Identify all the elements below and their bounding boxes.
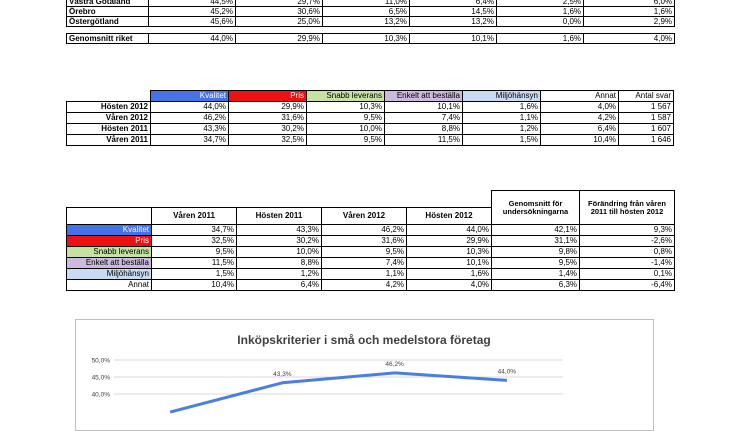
table-row xyxy=(67,225,675,236)
period-label: Våren 2012 xyxy=(67,113,151,124)
cell: 30,6% xyxy=(236,7,323,17)
table-row xyxy=(67,124,674,135)
cell: 29,9% xyxy=(236,34,323,44)
table-row xyxy=(67,269,675,280)
cell: 1,6% xyxy=(497,7,584,17)
cell: 6,3% xyxy=(492,280,580,291)
cell: 1,5% xyxy=(152,269,237,280)
cell: 13,2% xyxy=(410,17,497,27)
table-row xyxy=(67,135,674,146)
cell: 46,2% xyxy=(151,113,229,124)
cell: 30,2% xyxy=(237,236,322,247)
cell: 45,6% xyxy=(149,17,236,27)
cell: 0,1% xyxy=(580,269,675,280)
cell: 46,2% xyxy=(322,225,407,236)
criteria-table xyxy=(66,190,675,291)
cell: 31,6% xyxy=(322,236,407,247)
cell: 11,5% xyxy=(152,258,237,269)
cell: 0,0% xyxy=(497,17,584,27)
cell: 4,2% xyxy=(541,113,619,124)
table-row xyxy=(67,247,675,258)
cell: 2,5% xyxy=(497,0,584,7)
cell: 31,1% xyxy=(492,236,580,247)
cell: 9,3% xyxy=(580,225,675,236)
cell: 1,2% xyxy=(463,124,541,135)
cell: 1 607 xyxy=(619,124,674,135)
cell: 10,1% xyxy=(407,258,492,269)
table-row xyxy=(67,102,674,113)
cell: 34,7% xyxy=(151,135,229,146)
cell: 1 567 xyxy=(619,102,674,113)
cell: 1,4% xyxy=(492,269,580,280)
cell: 42,1% xyxy=(492,225,580,236)
cell: 10,3% xyxy=(323,34,410,44)
header-average: Genomsnitt för undersökningarna xyxy=(492,191,580,225)
chart-y-ticks xyxy=(92,358,111,399)
cell: 1,1% xyxy=(463,113,541,124)
cell: -1,4% xyxy=(580,258,675,269)
header-kvalitet: Kvalitet xyxy=(151,91,229,102)
criterion-label: Enkelt att beställa xyxy=(67,258,152,269)
cell: 1,6% xyxy=(463,102,541,113)
table-row xyxy=(67,236,675,247)
chart-data-labels xyxy=(273,361,516,378)
cell: 9,5% xyxy=(307,113,385,124)
cell: 14,5% xyxy=(410,7,497,17)
cell: 8,8% xyxy=(385,124,463,135)
header-pris: Pris xyxy=(229,91,307,102)
cell: 44,0% xyxy=(151,102,229,113)
kvalitet-line-chart xyxy=(75,319,654,431)
header-row xyxy=(67,191,675,208)
cell: 7,4% xyxy=(385,113,463,124)
cell: 1,6% xyxy=(497,34,584,44)
y-tick-label: 50,0% xyxy=(91,357,110,365)
cell: 1,2% xyxy=(237,269,322,280)
average-label: Genomsnitt riket xyxy=(67,34,149,44)
cell: 1,1% xyxy=(322,269,407,280)
cell: 9,8% xyxy=(492,247,580,258)
criterion-label: Miljöhänsyn xyxy=(67,269,152,280)
cell: 9,5% xyxy=(307,135,385,146)
cell: 9,5% xyxy=(152,247,237,258)
cell: 9,5% xyxy=(322,247,407,258)
data-label: 43,3% xyxy=(273,370,292,378)
cell: 0,8% xyxy=(580,247,675,258)
cell: 4,2% xyxy=(322,280,407,291)
cell: 10,1% xyxy=(385,102,463,113)
table-row xyxy=(67,280,675,291)
average-row xyxy=(67,34,675,44)
period-label: Våren 2011 xyxy=(67,135,151,146)
header-row xyxy=(67,91,674,102)
chart-series xyxy=(170,370,507,412)
cell: 45,2% xyxy=(149,7,236,17)
header-varen-2012: Våren 2012 xyxy=(322,207,407,224)
cell: 4,0% xyxy=(407,280,492,291)
cell: 44,5% xyxy=(149,0,236,7)
cell: 10,4% xyxy=(541,135,619,146)
periods-table xyxy=(66,90,674,146)
region-label: Örebro xyxy=(67,7,149,17)
header-varen-2011: Våren 2011 xyxy=(152,207,237,224)
cell: 7,4% xyxy=(322,258,407,269)
cell: 1,6% xyxy=(407,269,492,280)
cell: 44,0% xyxy=(149,34,236,44)
cell: 13,2% xyxy=(323,17,410,27)
cell: 30,2% xyxy=(229,124,307,135)
cell: 11,0% xyxy=(323,0,410,7)
y-tick-label: 45,0% xyxy=(91,374,110,382)
cell: 43,3% xyxy=(237,225,322,236)
table-row xyxy=(67,7,675,17)
cell: 10,4% xyxy=(152,280,237,291)
cell: 1 587 xyxy=(619,113,674,124)
cell: 32,5% xyxy=(229,135,307,146)
cell: 34,7% xyxy=(152,225,237,236)
cell: 1 646 xyxy=(619,135,674,146)
regions-table xyxy=(66,0,675,44)
cell: -6,4% xyxy=(580,280,675,291)
cell: 10,3% xyxy=(407,247,492,258)
cell: 29,9% xyxy=(407,236,492,247)
criterion-label: Pris xyxy=(67,236,152,247)
cell: 4,0% xyxy=(584,34,675,44)
cell: 6,4% xyxy=(541,124,619,135)
cell: 6,4% xyxy=(410,0,497,7)
cell: 1,5% xyxy=(463,135,541,146)
header-snabb-leverans: Snabb leverans xyxy=(307,91,385,102)
cell: 4,0% xyxy=(541,102,619,113)
header-hosten-2011: Hösten 2011 xyxy=(237,207,322,224)
cell: 10,0% xyxy=(237,247,322,258)
y-tick-label: 40,0% xyxy=(91,391,110,399)
chart-title: Inköpskriterier i små och medelstora företag xyxy=(237,333,491,347)
cell: 6,5% xyxy=(323,7,410,17)
region-label: Västra Götaland xyxy=(67,0,149,7)
data-label: 46,2% xyxy=(385,360,404,368)
cell: 31,6% xyxy=(229,113,307,124)
cell: 9,5% xyxy=(492,258,580,269)
table-row xyxy=(67,17,675,27)
cell: 10,1% xyxy=(410,34,497,44)
criterion-label: Annat xyxy=(67,280,152,291)
region-label: Östergötland xyxy=(67,17,149,27)
cell: 1,6% xyxy=(584,7,675,17)
chart-canvas xyxy=(76,320,653,430)
table-row xyxy=(67,258,675,269)
cell: 29,7% xyxy=(236,0,323,7)
cell: 6,0% xyxy=(584,0,675,7)
header-miljo: Miljöhänsyn xyxy=(463,91,541,102)
period-label: Hösten 2011 xyxy=(67,124,151,135)
criterion-label: Snabb leverans xyxy=(67,247,152,258)
cell: 6,4% xyxy=(237,280,322,291)
header-hosten-2012: Hösten 2012 xyxy=(407,207,492,224)
cell: 44,0% xyxy=(407,225,492,236)
table-row xyxy=(67,113,674,124)
cell: 32,5% xyxy=(152,236,237,247)
series-line-kvalitet xyxy=(170,370,507,412)
cell: 43,3% xyxy=(151,124,229,135)
header-enkelt: Enkelt att beställa xyxy=(385,91,463,102)
cell: 10,0% xyxy=(307,124,385,135)
data-label: 44,0% xyxy=(497,368,517,376)
period-label: Hösten 2012 xyxy=(67,102,151,113)
header-annat: Annat xyxy=(541,91,619,102)
cell: 29,9% xyxy=(229,102,307,113)
cell: 25,0% xyxy=(236,17,323,27)
cell: 10,3% xyxy=(307,102,385,113)
cell: -2,6% xyxy=(580,236,675,247)
header-antal-svar: Antal svar xyxy=(619,91,674,102)
cell: 2,9% xyxy=(584,17,675,27)
criterion-label: Kvalitet xyxy=(67,225,152,236)
cell: 11,5% xyxy=(385,135,463,146)
cell: 8,8% xyxy=(237,258,322,269)
header-change: Förändring från våren 2011 till hösten 2012 xyxy=(580,191,675,225)
